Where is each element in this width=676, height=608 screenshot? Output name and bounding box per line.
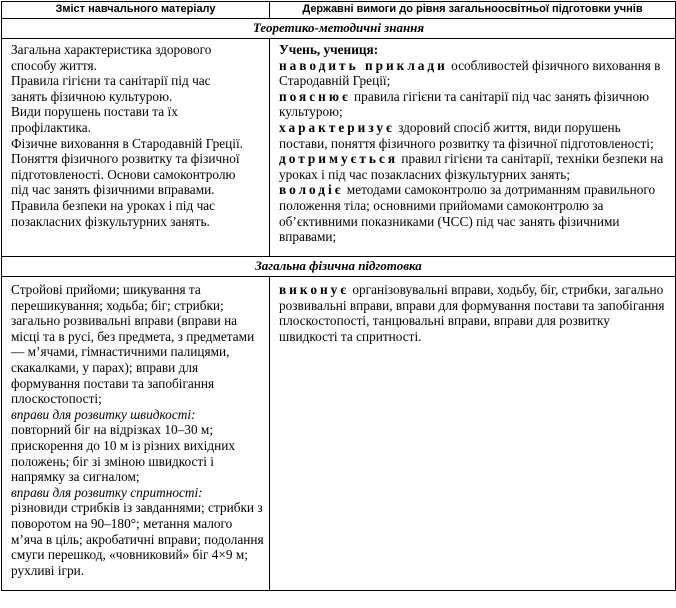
requirement-text: правила гігієни та санітарії під час занять фізичною культурою; xyxy=(279,88,650,120)
requirements-cell-theory xyxy=(270,39,676,257)
content-paragraph: різновиди стрибків із завданнями; стрибки з поворотом на 90–180°; метання малого м’яча в ціль; акробатичні вправи; подолання смуги перешкод, «човниковий» біг 4×9 м; рухливі ігри. xyxy=(11,500,264,578)
header-content: Зміст навчального матеріалу xyxy=(2,2,270,19)
requirement-item xyxy=(279,89,671,120)
requirement-text: правил гігієни та санітарії, техніки безпеки на уроках і під час позакласних фізкультурних занять; xyxy=(279,151,664,182)
content-line: підготовленості. Основи самоконтролю xyxy=(11,166,236,182)
curriculum-table xyxy=(1,1,676,591)
section-row xyxy=(2,257,676,277)
section-row xyxy=(2,19,676,39)
header-requirements: Державні вимоги до рівня загальноосвітньої підготовки учнів xyxy=(270,2,676,19)
content-paragraph: повторний біг на відрізках 10–30 м; прискорення до 10 м із різних вихідних положень; біг зі зміною швидкості і напрямку за сигналом; xyxy=(11,422,235,485)
content-line: Види порушень постави та їх xyxy=(11,104,178,120)
content-row xyxy=(2,277,676,591)
content-line: Правила безпеки на уроках і під час xyxy=(11,197,216,213)
content-line: Правила гігієни та санітарії під час xyxy=(11,73,211,89)
requirement-item xyxy=(279,282,671,344)
content-paragraph: Стройові прийоми; шикування та перешикування; ходьба; біг; стрибки; загально розвивальні вправи (вправи на місці та в русі, без предмета, з предметами — м’ячами, гімнастичними палицями, скакалками, у парах); вправи для формування постави та запобігання плоскостопості; xyxy=(11,282,255,407)
requirement-verb: характеризує xyxy=(279,119,395,135)
content-line: способу життя. xyxy=(11,57,97,73)
requirement-verb: виконує xyxy=(279,282,350,297)
content-line: Поняття фізичного розвитку та фізичної xyxy=(11,151,240,167)
requirement-text: методами самоконтролю за дотриманням правильного положення тіла; основними прийомами самоконтролю за об’єктивними показниками (ЧСС) під час занять фізичними вправами; xyxy=(279,182,656,245)
content-line: Фізичне виховання в Стародавній Греції. xyxy=(11,135,243,151)
requirement-item xyxy=(279,182,671,244)
student-intro: Учень, учениця: xyxy=(279,42,379,57)
content-line: під час занять фізичними вправами. xyxy=(11,182,215,198)
content-cell-physical xyxy=(2,277,270,591)
requirement-text: особливостей фізичного виховання в Стародавній Греції; xyxy=(279,57,661,89)
content-cell-theory xyxy=(2,39,270,257)
subheading: вправи для розвитку швидкості: xyxy=(11,406,196,422)
requirement-item xyxy=(279,151,671,182)
requirement-verb: пояснює xyxy=(279,88,351,104)
content-line: профілактика. xyxy=(11,119,91,135)
header-row xyxy=(2,2,676,19)
requirements-list xyxy=(279,58,671,245)
requirement-verb: дотримується xyxy=(279,151,399,167)
requirement-verb: наводить приклади xyxy=(279,57,448,73)
requirements-cell-physical xyxy=(270,277,676,591)
subheading: вправи для розвитку спритності: xyxy=(11,484,203,500)
requirement-item xyxy=(279,58,671,89)
requirement-verb: володіє xyxy=(279,182,344,198)
section-title-theory: Теоретико-методичні знання xyxy=(2,19,676,39)
content-line: позакласних фізкультурних занять. xyxy=(11,213,210,229)
requirement-item xyxy=(279,120,671,151)
content-line: Загальна характеристика здорового xyxy=(11,42,212,57)
requirement-text: організовувальні вправи, ходьбу, біг, стрибки, загально розвивальні вправи, вправи для формування постави та запобігання плоскостопості, танцювальні вправи, вправи для розвитку швидкості та спритності. xyxy=(279,282,665,344)
section-title-physical: Загальна фізична підготовка xyxy=(2,257,676,277)
content-row xyxy=(2,39,676,257)
content-line: занять фізичною культурою. xyxy=(11,88,173,104)
requirement-text: здоровий спосіб життя, види порушень постави, поняття фізичного розвитку та фізичної підготовленості; xyxy=(279,119,654,151)
